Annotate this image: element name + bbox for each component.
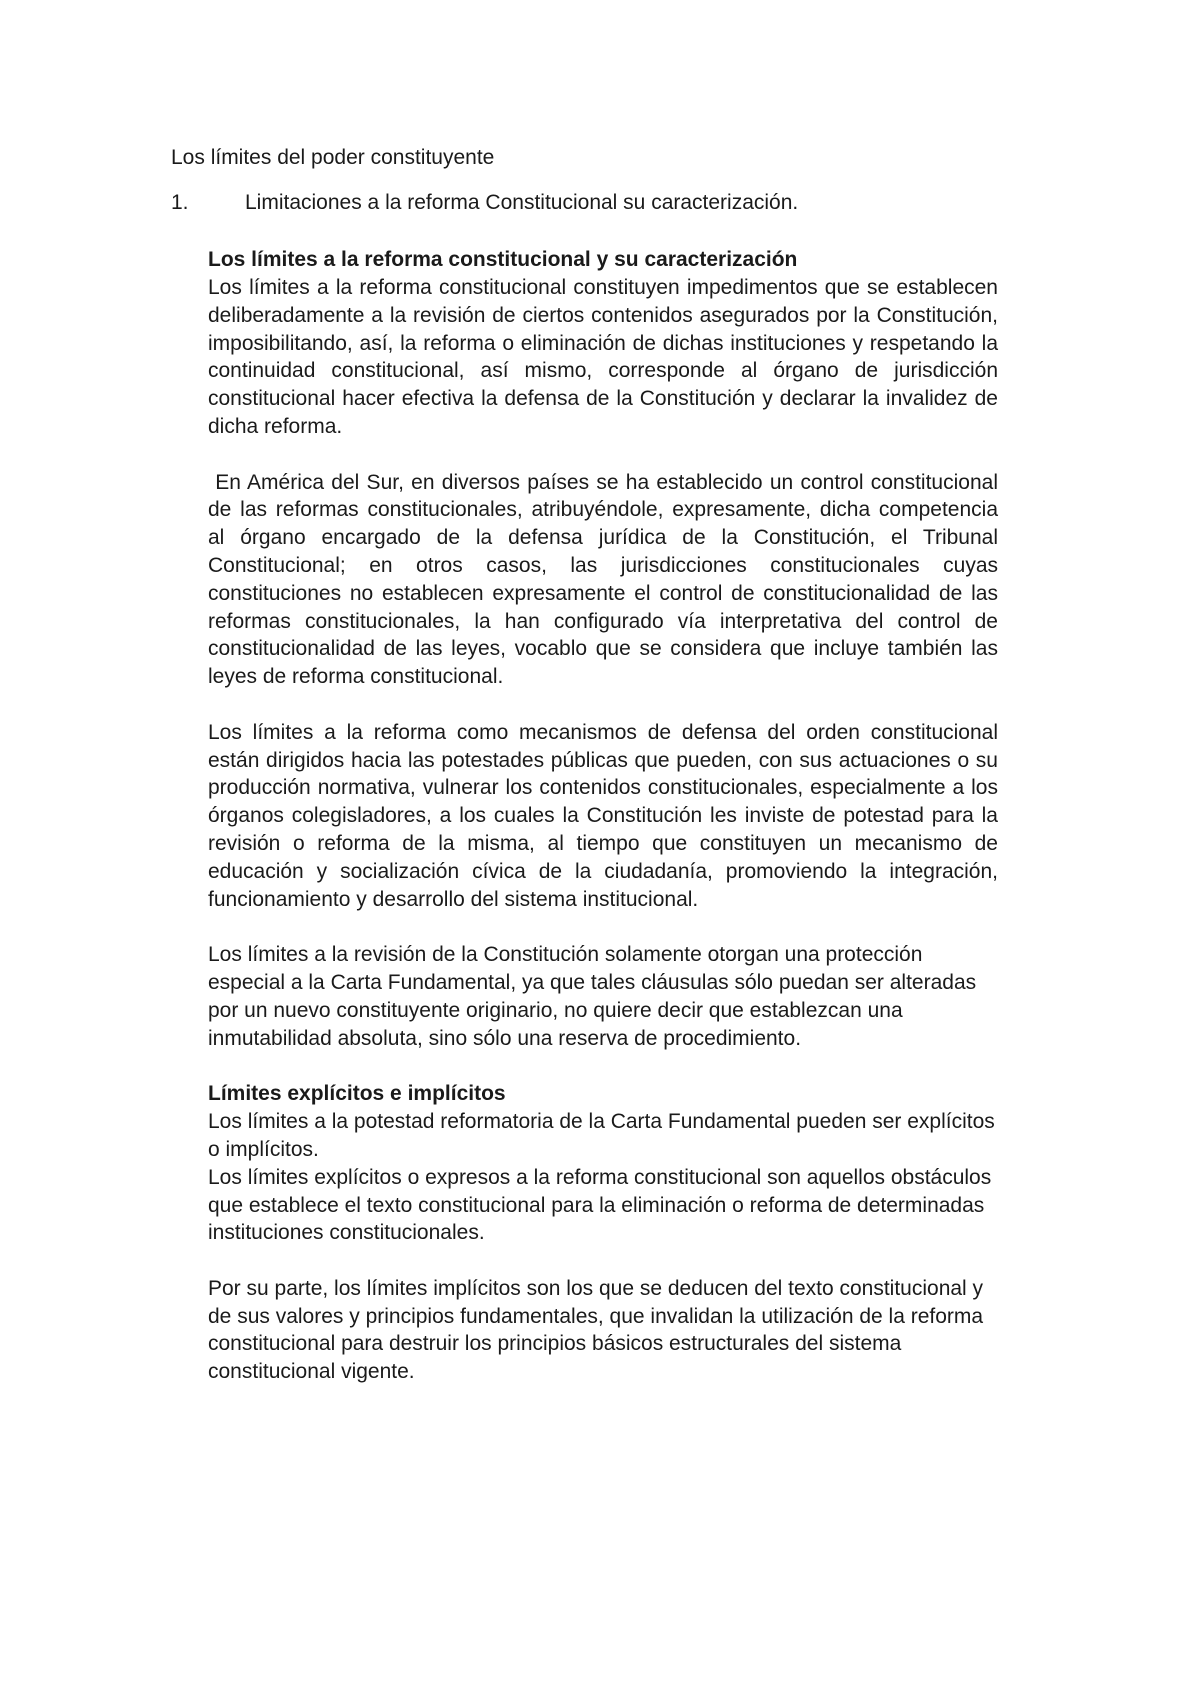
- paragraph-limites-implicitos: Por su parte, los límites implícitos son los que se deducen del texto constitucional y de sus valores y principios fundamentales, que invalidan la utilización de la reforma constitucional para destruir los principios básicos estructurales del sistema constitucional vigente.: [208, 1276, 984, 1384]
- paragraph-mecanismos-defensa: Los límites a la reforma como mecanismos de defensa del orden constitucional están dirigidos hacia las potestades públicas que pueden, con sus actuaciones o su producción normativa, vulnerar los contenidos constitucionales, especialmente a los órganos colegisladores, a los cuales la Constitución les inviste de potestad para la revisión o reforma de la misma, al tiempo que constituyen un mecanismo de educación y socialización cívica de la ciudadanía, promoviendo la integración, funcionamiento y desarrollo del sistema institucional.: [208, 720, 998, 911]
- list-item-number: 1.: [171, 191, 189, 214]
- paragraph-potestad-reformatoria: Los límites a la potestad reformatoria de la Carta Fundamental pueden ser explícitos o implícitos.: [208, 1110, 995, 1161]
- document-body: [208, 246, 1004, 1386]
- section-heading-caracterizacion: Los límites a la reforma constitucional y su caracterización: [208, 248, 798, 271]
- document-title: Los límites del poder constituyente: [171, 146, 495, 169]
- paragraph-limites-explicitos: Los límites explícitos o expresos a la reforma constitucional son aquellos obstáculos que establece el texto constitucional para la eliminación o reforma de determinadas instituciones constitucionales.: [208, 1165, 992, 1245]
- list-item-text: Limitaciones a la reforma Constitucional su caracterización.: [245, 191, 799, 214]
- paragraph-america-del-sur: En América del Sur, en diversos países se ha establecido un control constitucional de las reformas constitucionales, atribuyéndole, expresamente, dicha competencia al órgano encargado de la defensa jurídica de la Constitución, el Tribunal Constitucional; en otros casos, las jurisdicciones constitucionales cuyas constituciones no establecen expresamente el control de constitucionalidad de las reformas constitucionales, la han configurado vía interpretativa del control de constitucionalidad de las leyes, vocablo que se considera que incluye también las leyes de reforma constitucional.: [208, 470, 1004, 689]
- paragraph-proteccion-especial: Los límites a la revisión de la Constitución solamente otorgan una protección especial a la Carta Fundamental, ya que tales cláusulas sólo puedan ser alteradas por un nuevo constituyente originario, no quiere decir que establezcan una inmutabilidad absoluta, sino sólo una reserva de procedimiento.: [208, 943, 977, 1050]
- section-heading-explicitos-implicitos: Límites explícitos e implícitos: [208, 1082, 506, 1106]
- paragraph-limites-definicion: Los límites a la reforma constitucional constituyen impedimentos que se establecen deliberadamente a la revisión de ciertos contenidos asegurados por la Constitución, imposibilitando, así, la reforma o eliminación de dichas instituciones y respetando la continuidad constitucional, así mismo, corresponde al órgano de jurisdicción constitucional hacer efectiva la defensa de la Constitución y declarar la invalidez de dicha reforma.: [208, 276, 998, 438]
- numbered-list-item: [171, 189, 798, 217]
